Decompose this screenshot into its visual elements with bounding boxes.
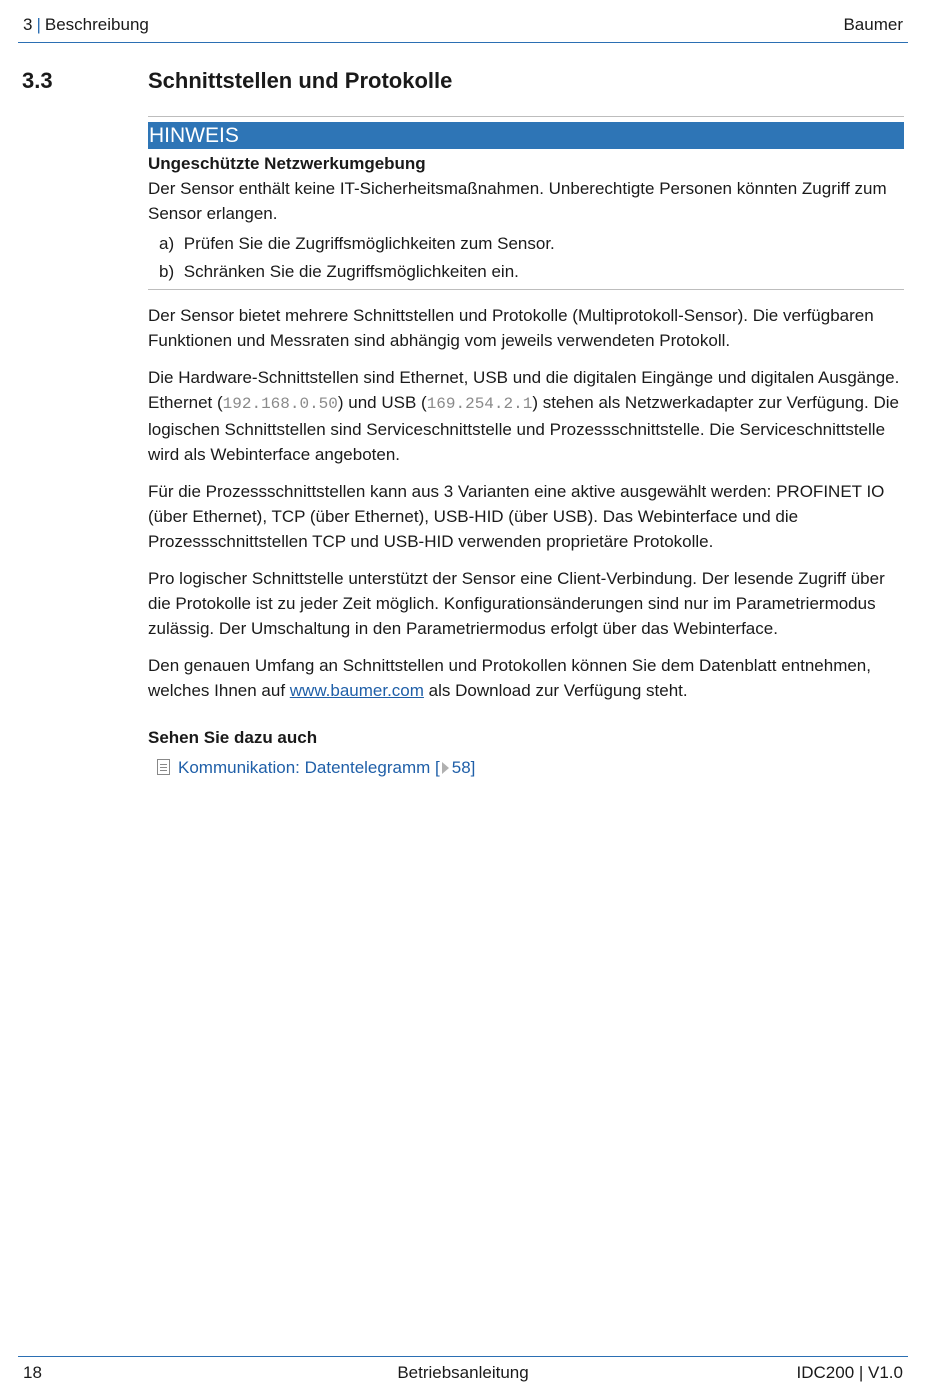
notice-text: Der Sensor enthält keine IT-Sicherheitsmaßnahmen. Unberechtigte Personen könnten Zugriff zum Sensor erlangen. xyxy=(148,179,887,223)
page-arrow-icon xyxy=(442,762,449,774)
notice-subtitle: Ungeschützte Netzwerkumgebung xyxy=(148,154,426,173)
step-label: a) xyxy=(159,234,175,253)
page-footer xyxy=(18,1362,908,1384)
main-content xyxy=(148,116,904,780)
p2-text-3: ) stehen als Netzwerkadapter zur Verfügung. Die logischen Schnittstellen sind Serviceschnittstelle und Prozessschnittstelle. Die Serviceschnittstelle wird als Webinterface angeboten. xyxy=(148,393,899,464)
paragraph-intro: Der Sensor bietet mehrere Schnittstellen und Protokolle (Multiprotokoll-Sensor). Die verfügbaren Funktionen und Messraten sind abhängig vom jeweils verwendeten Protokoll. xyxy=(148,306,874,350)
header-chapter xyxy=(23,14,149,36)
page-header xyxy=(18,14,908,36)
paragraph-datasheet xyxy=(148,653,904,703)
page-number: 18 xyxy=(23,1363,42,1382)
brand-name: Baumer xyxy=(843,15,903,34)
paragraph-process: Für die Prozessschnittstellen kann aus 3 Varianten eine aktive ausgewählt werden: PROFINET IO (über Ethernet), TCP (über Ethernet), USB-HID (über USB). Das Webinterface und die Prozessschnittstellen TCP und USB-HID verwenden proprietäre Protokolle. xyxy=(148,482,885,551)
p2-text-1: Die Hardware-Schnittstellen sind Ethernet, USB und die digitalen Eingänge und digitalen Ausgänge. Ethernet ( xyxy=(148,368,900,412)
section-title: Schnittstellen und Protokolle xyxy=(148,68,453,93)
p2-text-2: ) und USB ( xyxy=(337,393,427,412)
doc-type: Betriebsanleitung xyxy=(397,1363,529,1382)
notice-top-rule xyxy=(148,116,904,117)
usb-ip: 169.254.2.1 xyxy=(426,395,533,413)
chapter-number: 3 xyxy=(23,15,33,34)
see-also-text: Kommunikation: Datentelegramm [ xyxy=(178,758,440,777)
document-icon xyxy=(157,759,170,775)
step-text: Schränken Sie die Zugriffsmöglichkeiten ein. xyxy=(183,262,519,281)
notice-label: HINWEIS xyxy=(148,122,904,149)
notice-bottom-rule xyxy=(148,289,904,290)
see-also-heading: Sehen Sie dazu auch xyxy=(148,728,318,747)
chapter-title: Beschreibung xyxy=(44,15,149,34)
baumer-link[interactable]: www.baumer.com xyxy=(289,681,424,700)
see-also-page: 58] xyxy=(451,758,476,777)
header-separator: | xyxy=(36,15,41,34)
section-number: 3.3 xyxy=(22,68,53,93)
notice-step xyxy=(148,230,904,258)
paragraph-hardware xyxy=(148,365,904,467)
header-divider xyxy=(18,42,908,43)
ethernet-ip: 192.168.0.50 xyxy=(222,395,338,413)
paragraph-client: Pro logischer Schnittstelle unterstützt der Sensor eine Client-Verbindung. Der lesende Zugriff über die Protokolle ist zu jeder Zeit möglich. Konfigurationsänderungen sind nur im Parametriermodus zulässig. Der Umschaltung in den Parametriermodus erfolgt über das Webinterface. xyxy=(148,569,885,638)
footer-divider xyxy=(18,1356,908,1357)
step-label: b) xyxy=(159,262,175,281)
product-version: IDC200 | V1.0 xyxy=(796,1363,903,1382)
p5-text-1: Den genauen Umfang an Schnittstellen und Protokollen können Sie dem Datenblatt entnehmen, welches Ihnen auf xyxy=(148,656,871,700)
p5-text-2: als Download zur Verfügung steht. xyxy=(423,681,688,700)
see-also-link[interactable] xyxy=(148,755,904,780)
notice-step xyxy=(148,258,904,286)
step-text: Prüfen Sie die Zugriffsmöglichkeiten zum Sensor. xyxy=(183,234,555,253)
notice-steps xyxy=(148,230,904,286)
